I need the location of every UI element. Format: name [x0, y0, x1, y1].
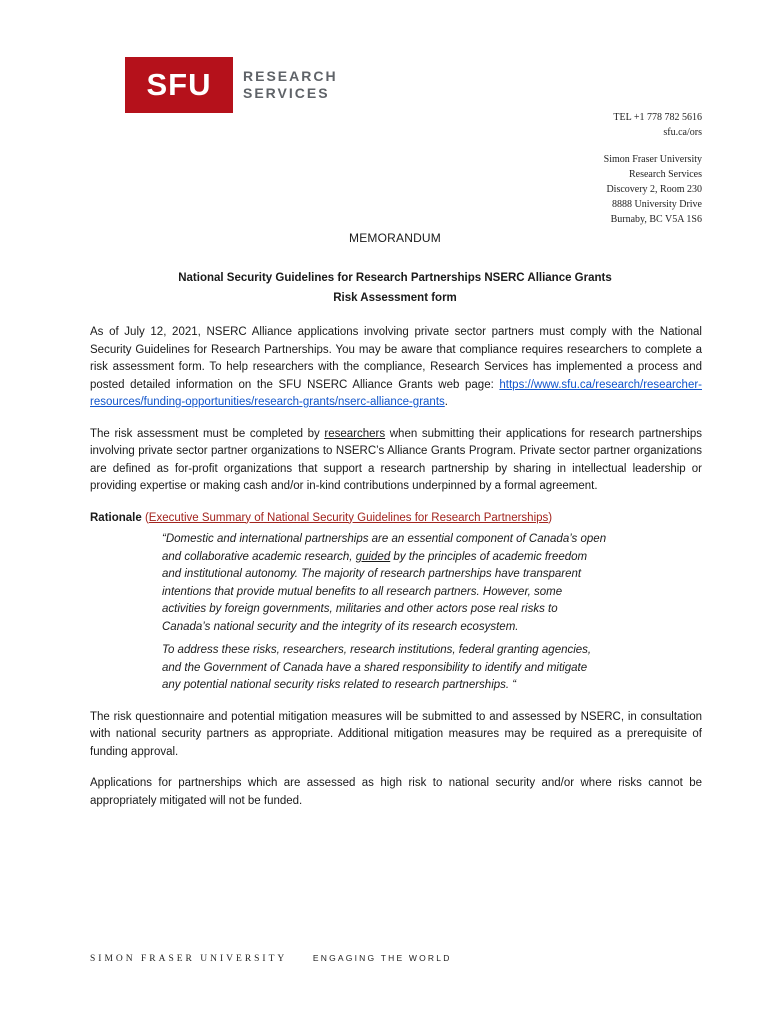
- address-line: 8888 University Drive: [612, 199, 702, 210]
- sfu-research-services-logo: [125, 57, 338, 113]
- paragraph-intro: As of July 12, 2021, NSERC Alliance applications involving private sector partners must comply with the National Security Guidelines for Research Partnerships. You may be aware that compliance requires researchers to complete a risk assessment form. To help researchers with the compliance, Research Services has implemented a process and posted detailed information on the SFU NSERC Alliance Grants web page: https://www.sfu.ca/research/researcher-resources/funding-opportunities/research-grants/nserc-alliance-grants.: [90, 326, 702, 408]
- paragraph-funding: Applications for partnerships which are assessed as high risk to national security and/or where risks cannot be appropriately mitigated will not be funded.: [90, 777, 702, 807]
- logo-line-2: SERVICES: [243, 85, 330, 101]
- contact-block: [604, 110, 702, 227]
- address-line: Simon Fraser University: [603, 154, 702, 165]
- footer-tagline: ENGAGING THE WORLD: [312, 953, 452, 963]
- paragraph-questionnaire: The risk questionnaire and potential mitigation measures will be submitted to and assessed by NSERC, in consultation with national security partners as appropriate. Additional mitigation measures may be required as a prerequisite of funding approval.: [90, 710, 702, 758]
- quote-paragraph-1: “Domestic and international partnerships are an essential component of Canada’s open and collaborative academic research, guided by the principles of academic freedom and institutional autonomy. The majority of research partnerships have transparent intentions that provide mutual benefits to all research partners. However, some activities by foreign governments, militaries and other actors pose real risks to Canada’s national security and the integrity of its research ecosystem.: [162, 533, 607, 633]
- footer: [90, 953, 452, 964]
- executive-summary-link[interactable]: Executive Summary of National Security Guidelines for Research Partnerships: [148, 511, 549, 524]
- memo-body: [90, 324, 702, 824]
- researchers-emphasis: researchers: [324, 427, 386, 440]
- logo-wordmark: [243, 68, 338, 102]
- address-line: Discovery 2, Room 230: [606, 184, 702, 195]
- address-line: Burnaby, BC V5A 1S6: [610, 214, 702, 225]
- memo-label: MEMORANDUM: [349, 231, 441, 245]
- title-line-1: National Security Guidelines for Research Partnerships NSERC Alliance Grants: [178, 272, 612, 284]
- rationale-quote: [162, 531, 607, 695]
- nserc-alliance-page-link[interactable]: https://www.sfu.ca/research/researcher-resources/funding-opportunities/research-grants/nserc-alliance-grants: [90, 378, 702, 408]
- sfu-logo-mark: SFU: [125, 57, 233, 113]
- rationale-heading: Rationale (Executive Summary of National Security Guidelines for Research Partnerships): [90, 511, 553, 524]
- title-line-2: Risk Assessment form: [333, 292, 457, 304]
- footer-university: SIMON FRASER UNIVERSITY: [90, 954, 288, 964]
- address-line: Research Services: [628, 169, 702, 180]
- document-title: [0, 268, 770, 308]
- quote-paragraph-2: To address these risks, researchers, research institutions, federal granting agencies, and the Government of Canada have a shared responsibility to identify and mitigate any potential national security risks related to research partnerships. “: [162, 644, 592, 691]
- contact-web: sfu.ca/ors: [663, 127, 702, 138]
- contact-tel: TEL +1 778 782 5616: [613, 112, 702, 123]
- paragraph-requirement: The risk assessment must be completed by researchers when submitting their applications for research partnerships involving private sector partner organizations to NSERC’s Alliance Grants Program. Private sector partner organizations are defined as for-profit organizations that support a research partnership by sharing in intellectual leadership or providing expertise or making cash and/or in-kind contributions underpinned by a formal agreement.: [90, 427, 703, 492]
- logo-line-1: RESEARCH: [243, 68, 338, 84]
